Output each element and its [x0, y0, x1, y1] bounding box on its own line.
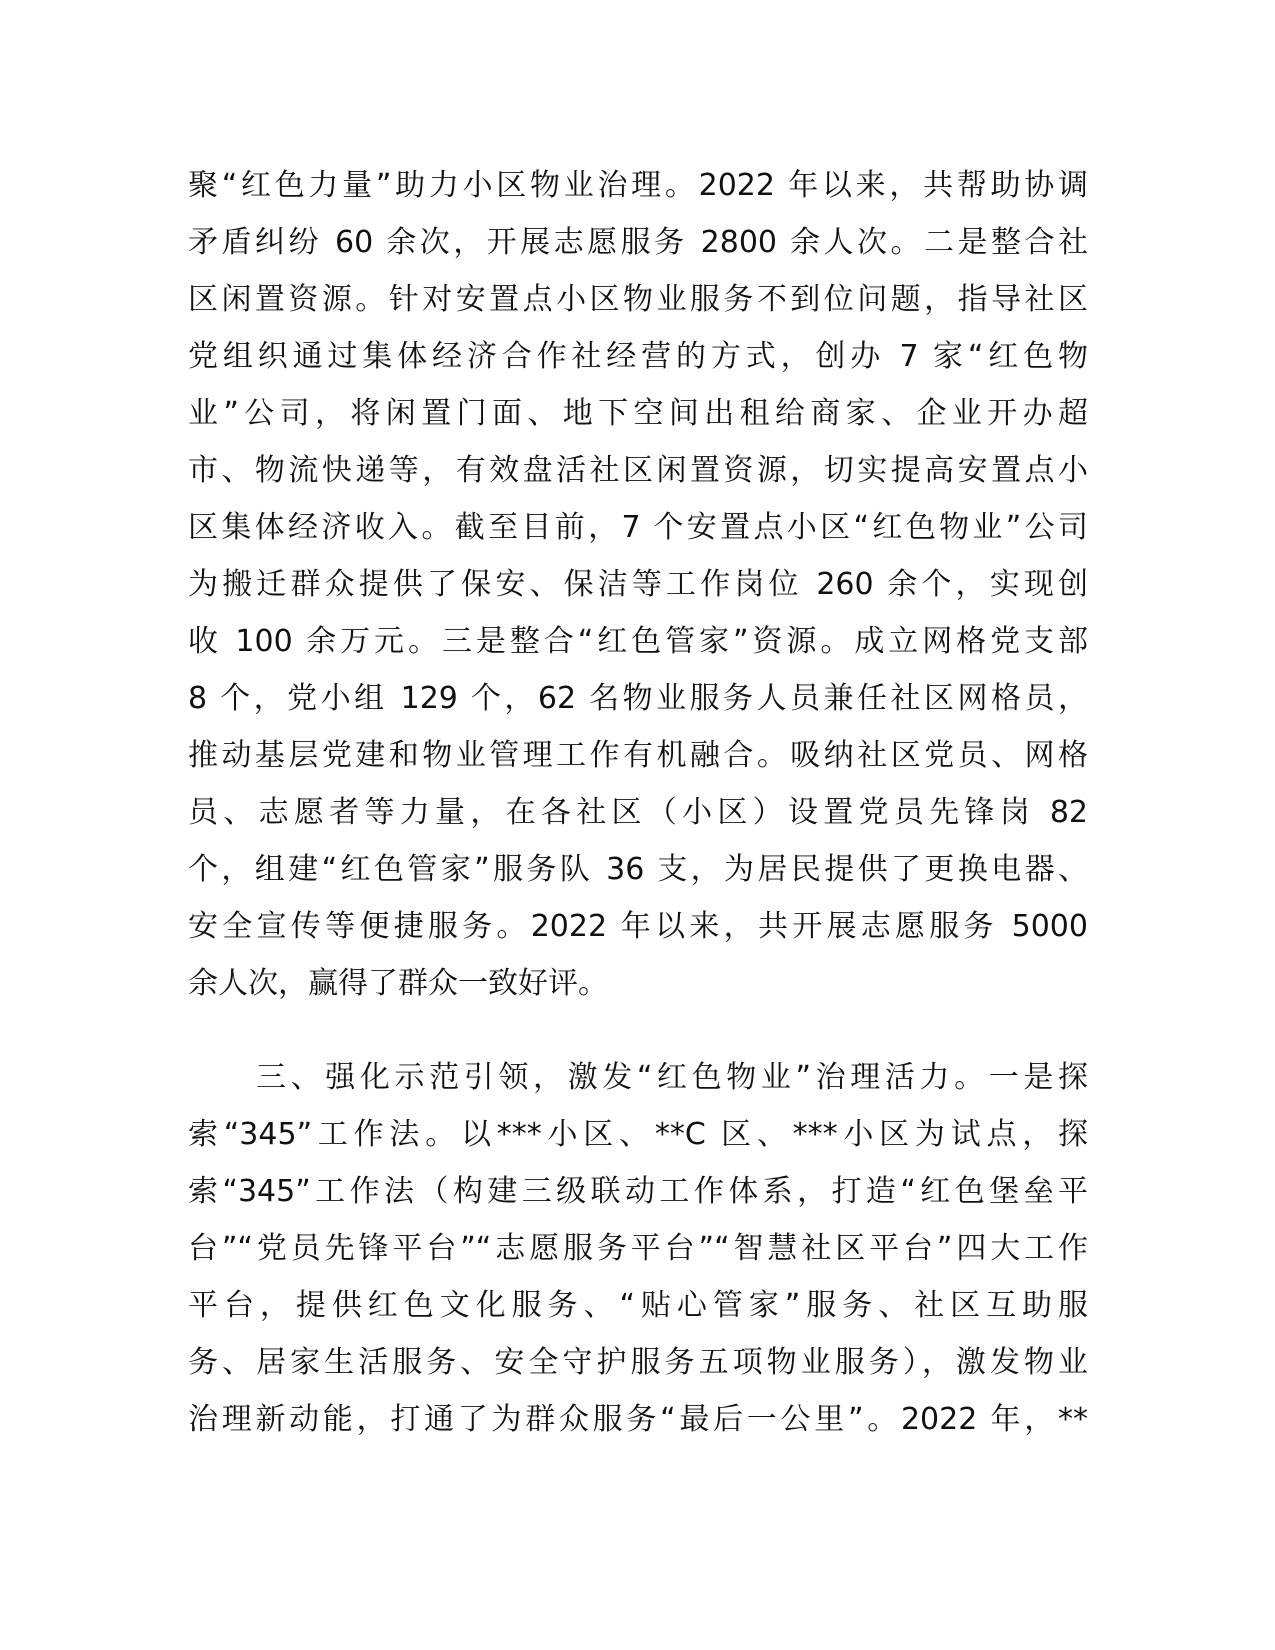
- text-line: 收 100 余万元。三是整合“红色管家”资源。成立网格党支部: [188, 624, 1088, 659]
- text-line: 三、强化示范引领，激发“红色物业”治理活力。一是探: [256, 1060, 1088, 1095]
- paragraph-2: [188, 1049, 1088, 1448]
- text-line: 平台，提供红色文化服务、“贴心管家”服务、社区互助服: [188, 1288, 1088, 1323]
- text-line: 市、物流快递等，有效盘活社区闲置资源，切实提高安置点小: [188, 453, 1088, 488]
- text-line: 治理新动能，打通了为群众服务“最后一公里”。2022 年，**: [188, 1402, 1088, 1437]
- text-line: 索“345”工作法。以***小区、**C 区、***小区为试点，探: [188, 1117, 1088, 1152]
- text-line: 8 个，党小组 129 个，62 名物业服务人员兼任社区网格员，: [188, 681, 1088, 716]
- text-line: 区闲置资源。针对安置点小区物业服务不到位问题，指导社区: [188, 282, 1088, 317]
- text-line: 个，组建“红色管家”服务队 36 支，为居民提供了更换电器、: [188, 852, 1088, 887]
- text-line: 聚“红色力量”助力小区物业治理。2022 年以来，共帮助协调: [188, 168, 1088, 203]
- text-line: 员、志愿者等力量，在各社区（小区）设置党员先锋岗 82: [188, 795, 1088, 830]
- text-line: 索“345”工作法（构建三级联动工作体系，打造“红色堡垒平: [188, 1174, 1088, 1209]
- text-line: 安全宣传等便捷服务。2022 年以来，共开展志愿服务 5000: [188, 909, 1088, 944]
- text-line: 党组织通过集体经济合作社经营的方式，创办 7 家“红色物: [188, 339, 1088, 374]
- text-line: 矛盾纠纷 60 余次，开展志愿服务 2800 余人次。二是整合社: [188, 225, 1088, 260]
- text-line: 余人次，赢得了群众一致好评。: [188, 966, 608, 1001]
- text-line: 业”公司，将闲置门面、地下空间出租给商家、企业开办超: [188, 396, 1088, 431]
- text-line: 区集体经济收入。截至目前，7 个安置点小区“红色物业”公司: [188, 510, 1088, 545]
- paragraph-1: [188, 157, 1088, 1012]
- text-line: 为搬迁群众提供了保安、保洁等工作岗位 260 余个，实现创: [188, 567, 1088, 602]
- text-line: 推动基层党建和物业管理工作有机融合。吸纳社区党员、网格: [188, 738, 1088, 773]
- text-line: 务、居家生活服务、安全守护服务五项物业服务），激发物业: [188, 1345, 1088, 1380]
- text-line: 台”“党员先锋平台”“志愿服务平台”“智慧社区平台”四大工作: [188, 1231, 1088, 1266]
